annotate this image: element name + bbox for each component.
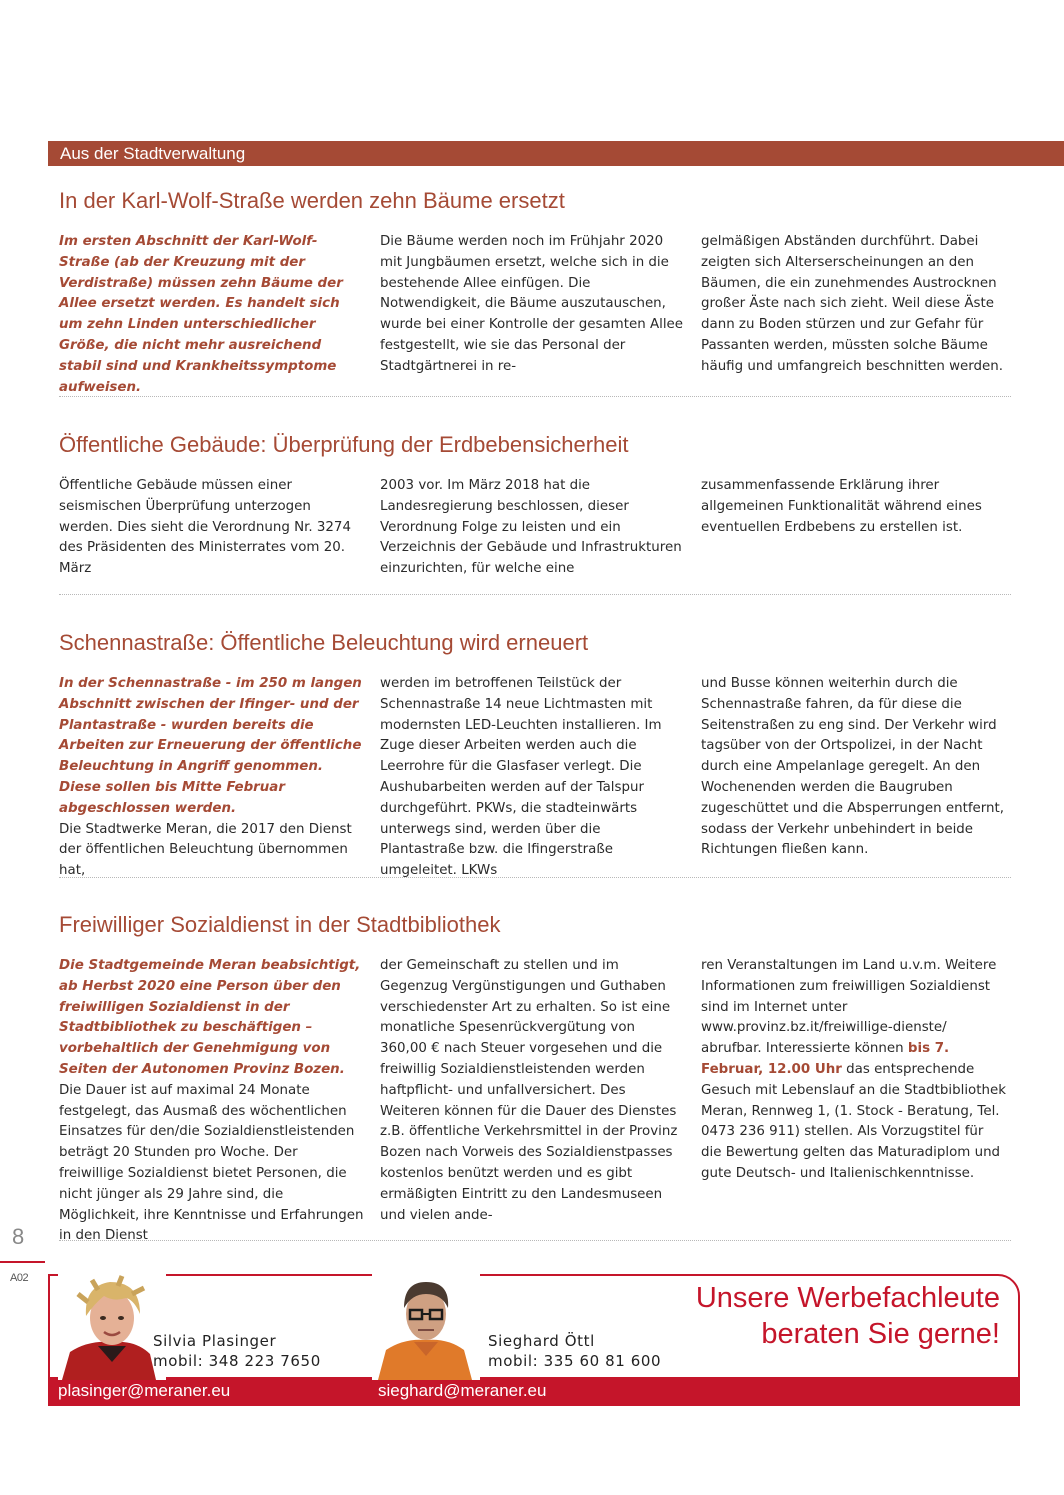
article-col3-social-service bbox=[701, 956, 1007, 1185]
article-title-earthquake: Öffentliche Gebäude: Überprüfung der Erdbebensicherheit bbox=[59, 432, 629, 457]
article-col2-social-service: der Gemeinschaft zu stellen und im Gegenzug Vergünstigungen und Guthaben verschiedenster Art zu erhalten. So ist eine monatliche Spesenrückvergütung von 360,00 € nach Steuer vorgesehen und die freiwillig Sozialdienstleistenden werden haftpflicht- und unfallversichert. Des Weiteren können für die Dauer des Dienstes z.B. öffentliche Verkehrsmittel in der Provinz Bozen nach Vorweis des Sozialdienstpasses kostenlos benützt werden und es gibt ermäßigten Eintritt zu den Landesmuseen und vielen ande- bbox=[380, 958, 678, 1223]
article-col1-earthquake: Öffentliche Gebäude müssen einer seismischen Überprüfung unterzogen werden. Dies sieht die Verordnung Nr. 3274 des Präsidenten des Ministerrates vom 20. März bbox=[59, 478, 351, 577]
article-lead-trees bbox=[59, 232, 365, 398]
ad-headline-line2: beraten Sie gerne! bbox=[761, 1318, 1000, 1350]
deadline-highlight: bis 7. Februar, 12.00 Uhr bbox=[701, 1041, 950, 1077]
article-title-trees: In der Karl-Wolf-Straße werden zehn Bäume ersetzt bbox=[59, 188, 565, 213]
article-col1-social-service bbox=[59, 956, 365, 1247]
article-title-social-service: Freiwilliger Sozialdienst in der Stadtbibliothek bbox=[59, 912, 501, 937]
body-text: das entsprechende Gesuch mit Lebenslauf an die Stadtbibliothek Meran, Rennweg 1, (1. Stock - Beratung, Tel. 0473 236 911) stellen. Als Vorzugstitel für die Bewertung gelten das Maturadiplom und gute Deutsch- und Italienischkenntnisse. bbox=[701, 1061, 1006, 1181]
ad-headline bbox=[696, 1280, 1000, 1352]
divider bbox=[59, 396, 1011, 397]
divider bbox=[59, 877, 1011, 878]
article-col1-lighting bbox=[59, 674, 365, 882]
article-col2-lighting: werden im betroffenen Teilstück der Schennastraße 14 neue Lichtmasten mit modernsten LED-Leuchten installieren. Im Zuge dieser Arbeiten werden auch die Leerrohre für die Glasfaser verlegt. Die Aushubarbeiten werden auf der Talspur durchgeführt. PKWs, die stadteinwärts unterwegs sind, werden über die Plantastraße bzw. die Ifingerstraße umgeleitet. LKWs bbox=[380, 676, 662, 879]
contact-name-oettl: Sieghard Öttl bbox=[488, 1332, 595, 1350]
section-header: Aus der Stadtverwaltung bbox=[48, 141, 1064, 166]
body-text: ren Veranstaltungen im Land u.v.m. Weitere Informationen zum freiwilligen Sozialdienst sind im Internet unter www.provinz.bz.it/freiwillige-dienste/ abrufbar. Interessierte können bbox=[701, 958, 997, 1057]
contact-name-plasinger: Silvia Plasinger bbox=[153, 1332, 277, 1350]
article-col3-lighting: und Busse können weiterhin durch die Schennastraße fahren, da für diese die Seitenstraßen zu eng sind. Der Verkehr wird tagsüber von der Ortspolizei, in der Nacht durch eine Ampelanlage geregelt. An den Wochenenden werden die Baugruben zugeschüttet und die Absperrungen entfernt, sodass der Verkehr unbehindert in beide Richtungen fließen kann. bbox=[701, 676, 1005, 858]
contact-mobile-plasinger: mobil: 348 223 7650 bbox=[153, 1352, 321, 1370]
lead-text: In der Schennastraße - im 250 m langen Abschnitt zwischen der Ifinger- und der Plantastraße - wurden bereits die Arbeiten zur Erneuerung der öffentliche Beleuchtung in Angriff genommen. Diese sollen bis Mitte Februar abgeschlossen werden. bbox=[59, 676, 362, 816]
ad-headline-line1: Unsere Werbefachleute bbox=[695, 1282, 1000, 1314]
page-number: 8 bbox=[12, 1224, 25, 1249]
lead-text: Im ersten Abschnitt der Karl-Wolf-Straße (ab der Kreuzung mit der Verdistraße) müssen zehn Bäume der Allee ersetzt werden. Es handelt sich um zehn Linden unterschiedlicher Größe, die nicht mehr ausreichend stabil sind und Krankheitssymptome aufweisen. bbox=[59, 234, 343, 395]
contact-photo-oettl bbox=[372, 1272, 480, 1380]
divider bbox=[59, 594, 1011, 595]
page-rule bbox=[0, 1261, 45, 1263]
article-title-lighting: Schennastraße: Öffentliche Beleuchtung wird erneuert bbox=[59, 630, 589, 655]
lead-text: Die Stadtgemeinde Meran beabsichtigt, ab Herbst 2020 eine Person über den freiwilligen Sozialdienst in der Stadtbibliothek zu beschäftigen – vorbehaltlich der Genehmigung von Seiten der Autonomen Provinz Bozen. bbox=[59, 958, 361, 1077]
divider bbox=[59, 1240, 1011, 1241]
article-col2-earthquake: 2003 vor. Im März 2018 hat die Landesregierung beschlossen, dieser Verordnung Folge zu leisten und ein Verzeichnis der Gebäude und Infrastrukturen einzurichten, für welche eine bbox=[380, 478, 682, 577]
body-text: Die Stadtwerke Meran, die 2017 den Dienst der öffentlichen Beleuchtung übernommen hat, bbox=[59, 821, 352, 879]
article-col3-trees: gelmäßigen Abständen durchführt. Dabei zeigten sich Alterserscheinungen an den Bäumen, die ein zunehmendes Austrocknen großer Äste nach sich zieht. Weil diese Äste dann zu Boden stürzen und zur Gefahr für Passanten werden, müssten solche Bäume häufig und umfangreich beschnitten werden. bbox=[701, 234, 1004, 374]
page-code: A02 bbox=[10, 1272, 29, 1284]
contact-mobile-oettl: mobil: 335 60 81 600 bbox=[488, 1352, 662, 1370]
contact-photo-plasinger bbox=[58, 1272, 166, 1380]
body-text: Die Dauer ist auf maximal 24 Monate festgelegt, das Ausmaß des wöchentlichen Einsatzes für den/die Sozialdienstleistenden beträgt 20 Stunden pro Woche. Der freiwillige Sozialdienst bietet Personen, die nicht jünger als 29 Jahre sind, die Möglichkeit, ihre Kenntnisse und Erfahrungen in den Dienst bbox=[59, 1082, 364, 1244]
article-col3-earthquake: zusammenfassende Erklärung ihrer allgemeinen Funktionalität während eines eventuellen Erdbebens zu erstellen ist. bbox=[701, 478, 982, 535]
contact-email-oettl[interactable]: sieghard@meraner.eu bbox=[378, 1381, 547, 1400]
contact-email-plasinger[interactable]: plasinger@meraner.eu bbox=[58, 1381, 231, 1400]
article-col2-trees: Die Bäume werden noch im Frühjahr 2020 mit Jungbäumen ersetzt, welche sich in die bestehende Allee einfügen. Die Notwendigkeit, die Bäume auszutauschen, wurde bei einer Kontrolle der gesamten Allee festgestellt, wie sie das Personal der Stadtgärtnerei in re- bbox=[380, 234, 684, 374]
